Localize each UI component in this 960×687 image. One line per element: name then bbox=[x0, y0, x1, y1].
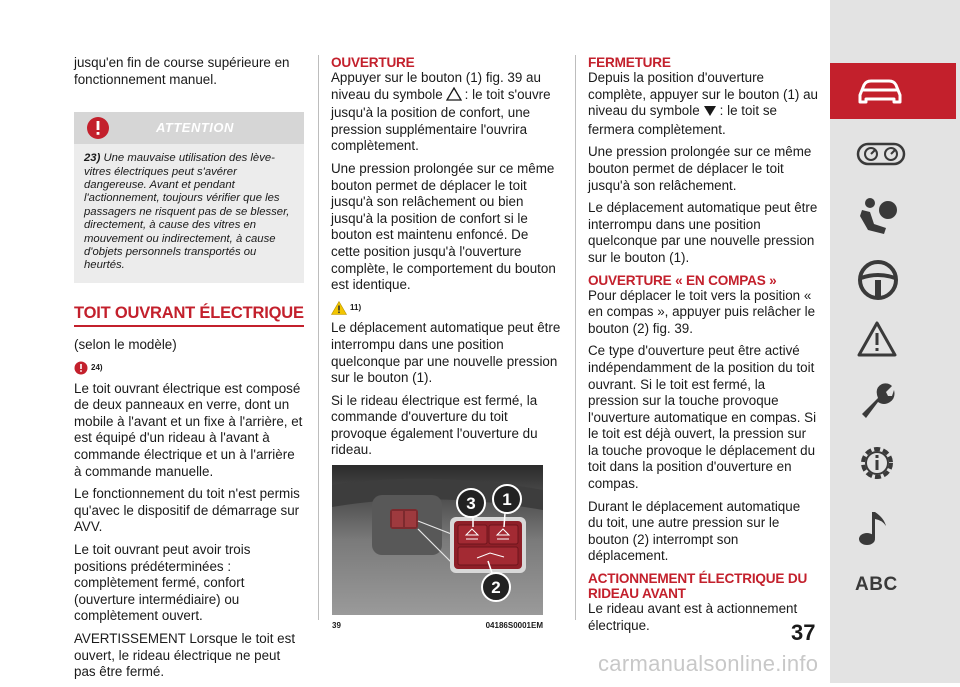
fermeture-paragraph-3: Le déplacement automatique peut être interrompu dans une position quelconque par une nouvelle pression sur le bouton (1). bbox=[588, 200, 818, 265]
heading-compas: OUVERTURE « EN COMPAS » bbox=[588, 272, 777, 288]
intro-text: jusqu'en fin de course supérieure en fonctionnement manuel. bbox=[74, 55, 290, 87]
heading-fermeture: FERMETURE bbox=[588, 55, 671, 70]
paragraph-2: Le fonctionnement du toit n'est permis qu'avec le dispositif de démarrage sur AVV. bbox=[74, 486, 300, 535]
callout-3: 3 bbox=[466, 494, 476, 514]
watermark: carmanualsonline.info bbox=[598, 651, 819, 676]
warning-icon bbox=[86, 116, 110, 145]
column-2 bbox=[331, 55, 561, 635]
figure-code: 04186S0001EM bbox=[485, 621, 543, 631]
compas-paragraph-1: Pour déplacer le toit vers la position « en compas », appuyer puis relâcher le bouton (2) fig. 39. bbox=[588, 287, 816, 336]
attention-header bbox=[74, 112, 304, 144]
fermeture-paragraph-1 bbox=[588, 70, 818, 138]
heading-ouverture: OUVERTURE bbox=[331, 55, 415, 70]
ouverture-paragraph-2: Une pression prolongée sur ce même bouton permet de déplacer le toit jusqu'à son relâchement ou bien jusqu'à la position de confort si le bouton est maintenu enfoncé. De cette position jusqu'à l'ouverture complète, le comportement du bouton est identique. bbox=[331, 160, 556, 293]
open-triangle-icon bbox=[446, 87, 462, 106]
steering-wheel-icon[interactable] bbox=[856, 258, 900, 302]
attention-title: ATTENTION bbox=[156, 120, 234, 136]
ouverture-paragraph-3: Le déplacement automatique peut être interrompu dans une position quelconque par une nouvelle pression sur le bouton (1). bbox=[331, 320, 561, 386]
text-segment: : le toit se fermera complètement. bbox=[588, 103, 777, 137]
roof-control-illustration bbox=[332, 465, 543, 615]
callout-2: 2 bbox=[491, 578, 501, 598]
compas-paragraph-2: Ce type d'ouverture peut être activé indépendamment de la position du toit ouvrant. Si le toit est fermé, la pression sur la touche provoque l'ouverture automatique en compas. Si le toit est déjà ouvert, la pression sur la touche provoque le déplacement du toit dans la position d'ouverture en compas. bbox=[588, 343, 817, 492]
column-divider bbox=[318, 55, 319, 620]
column-3 bbox=[588, 55, 818, 640]
music-note-icon[interactable] bbox=[856, 508, 892, 548]
ref-number: 24) bbox=[91, 363, 103, 373]
rideau-paragraph: Le rideau avant est à actionnement électrique. bbox=[588, 601, 798, 633]
ref-number: 11) bbox=[350, 302, 362, 312]
closed-triangle-icon bbox=[703, 105, 717, 122]
text-segment: Depuis la position d'ouverture complète, appuyer sur le bouton (1) au niveau du symbole bbox=[588, 70, 819, 119]
attention-body bbox=[74, 144, 304, 283]
compas-paragraph-3: Durant le déplacement automatique du toit, une autre pression sur le bouton (2) interrompt son déplacement. bbox=[588, 498, 801, 564]
figure-39-photo bbox=[332, 465, 543, 615]
attention-text: Une mauvaise utilisation des lève-vitres électriques peut s'avérer dangereuse. Avant et pendant l'actionnement, toujours vérifier que les passagers ne risquent pas de se blesser, directement, à cause des vitres en mouvement ou indirectement, à cause d'objets personnels transportés ou heurtés. bbox=[84, 152, 290, 272]
ouverture-paragraph-1 bbox=[331, 70, 561, 155]
figure-number: 39 bbox=[332, 621, 341, 631]
yellow-info-icon bbox=[331, 301, 347, 315]
column-1 bbox=[74, 55, 304, 687]
car-icon[interactable] bbox=[856, 75, 904, 107]
index-abc-label[interactable]: ABC bbox=[855, 574, 898, 595]
page-number: 37 bbox=[791, 620, 816, 645]
warning-ref bbox=[74, 360, 304, 377]
column-divider bbox=[575, 55, 576, 620]
warning-triangle-icon[interactable] bbox=[856, 320, 898, 358]
heading-rule bbox=[74, 325, 304, 327]
callout-1: 1 bbox=[502, 490, 512, 510]
attention-ref: 23) bbox=[84, 152, 101, 165]
gear-info-icon[interactable] bbox=[856, 442, 898, 484]
ouverture-paragraph-4: Si le rideau électrique est fermé, la commande d'ouverture du toit provoque également l'ouverture du rideau. bbox=[331, 392, 538, 458]
wrench-icon[interactable] bbox=[856, 380, 896, 420]
section-heading-toit: TOIT OUVRANT ÉLECTRIQUE bbox=[74, 303, 304, 322]
fermeture-paragraph-2: Une pression prolongée sur ce même bouton permet de déplacer le toit jusqu'à son relâchement. bbox=[588, 144, 812, 193]
attention-box bbox=[74, 112, 304, 283]
figure-caption bbox=[332, 618, 543, 635]
airbag-seat-icon[interactable] bbox=[856, 196, 900, 236]
dashboard-gauges-icon[interactable] bbox=[856, 142, 906, 166]
paragraph-3: Le toit ouvrant peut avoir trois positions prédéterminées : complètement fermé, confort (ouverture intermédiaire) ou complètement ouvert. bbox=[74, 541, 251, 624]
subtitle: (selon le modèle) bbox=[74, 337, 177, 353]
small-warning-icon bbox=[74, 361, 88, 375]
heading-rideau: ACTIONNEMENT ÉLECTRIQUE DU RIDEAU AVANT bbox=[588, 571, 808, 602]
text-segment: Appuyer sur le bouton (1) fig. 39 au niveau du symbole bbox=[331, 70, 541, 102]
info-ref bbox=[331, 300, 561, 317]
paragraph-1: Le toit ouvrant électrique est composé de deux panneaux en verre, dont un mobile à l'avant et un fixe à l'arrière, et est équipé d'un rideau à l'avant à commande électrique et un à l'arrière à commande manuelle. bbox=[74, 380, 303, 479]
paragraph-4: AVERTISSEMENT Lorsque le toit est ouvert, le rideau électrique ne peut pas être fermé. bbox=[74, 630, 296, 680]
text-segment: : le toit s'ouvre jusqu'à la position de confort, une pression supplémentaire l'ouvrira complètement. bbox=[331, 86, 551, 154]
